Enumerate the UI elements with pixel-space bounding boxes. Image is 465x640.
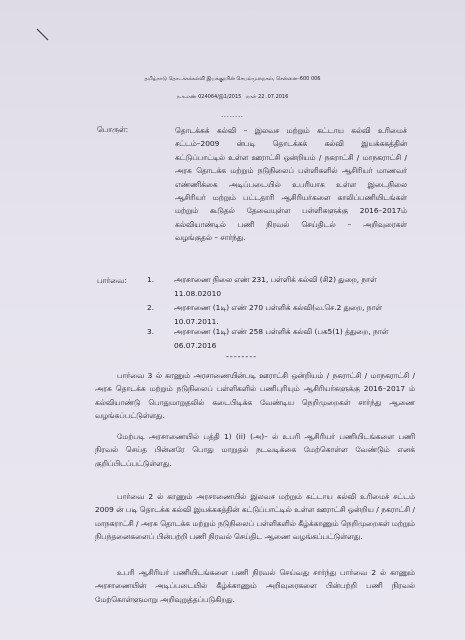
subject-label: பொருள்: — [97, 125, 129, 134]
date-label: நாள் — [246, 94, 257, 100]
pen-mark-icon — [36, 28, 50, 42]
reference-line — [0, 92, 465, 102]
body-paragraph: உபரி ஆசிரியர் பணியிடங்களை பணி நிரவல் செய்வது சார்ந்து பார்வை 2 ல் காணும் அரசாணையின் அடிப்படையில் கீழ்க்காணும் அறிவுரைகளை பின்பற்றி பணி நிரவல் மேற்கொள்ளுமாறு அறிவுறுத்தப்படுகிறது. — [95, 568, 415, 604]
subject-text: தொடக்கக் கல்வி – இலவச மற்றும் கட்டாய கல்வி உரிமைச் சட்டம்–2009 ன்படி தொடக்கக் கல்வி இயக்ககத்தின் கட்டுப்பாட்டில் உள்ள ஊராட்சி ஒன்றியம் / நகராட்சி / மாநகராட்சி / அரசு தொடக்க மற்றும் நடுநிலைப் பள்ளிகளில் ஆசிரியர் மாணவர் எண்ணிக்கை அடிப்படையில் உபரியாக உள்ள இடைநிலை ஆசிரியர் மற்றும் பட்டதாரி ஆசிரியர்களை காலிப்பணியிடங்கள் மற்றும் கூடுதல் தேவையுள்ள பள்ளிகளுக்கு 2016–2017ம் கல்வியாண்டில் பணி நிரவல் செய்திடல் – அறிவுரைகள் வழங்குதல் – சார்ந்து. — [175, 126, 407, 243]
document-page: தமிழ்நாடு தொடக்கக்கல்வி இயக்குநரின் செயல்முறைகள், சென்னை–600 006 ந.க.எண் 024064/இ1/2015 நாள் 22 .07.2016 -------- பொருள்: தொடக்கக் கல்வி – இலவச மற்றும் கட்டாய கல்வி உரிமைச் சட்டம்–2009 ன்படி தொடக்கக் கல்வி இயக்ககத்தின் கட்டுப்பாட்டில் உள்ள ஊராட்சி ஒன்றியம் / நகராட்சி / மாநகராட்சி / அரசு தொடக்க மற்றும் நடுநிலைப் பள்ளிகளில் ஆசிரியர் மாணவர் எண்ணிக்கை அடிப்படையில் உபரியாக உள்ள இடைநிலை ஆசிரியர் மற்றும் பட்டதாரி ஆசிரியர்களை காலிப்பணியிடங்கள் மற்றும் கூடுதல் தேவையுள்ள பள்ளிகளுக்கு 2016–2017ம் கல்வியாண்டில் பணி நிரவல் செய்திடல் – அறிவுரைகள் வழங்குதல் – சார்ந்து. பார்வை: 1. அரசாணை நிலை எண் 231, பள்ளிக் கல்வி (சி2) துறை, நாள் 11.08.02010 2. அரசாணை (1டி) எண் 270 பள்ளிக் கல்வி(வ.செ.2 துறை, நாள் 10.07.2011. 3. அரசாணை (1டி) எண் 258 பள்ளிக் கல்வி (பக5(1) த்துறை, நாள் 06.07.2016 -------- பார்வை 3 ல் காணும் அரசாணையின்படி ஊராட்சி ஒன்றியம் / நகராட்சி / மாநகராட்சி / அரசு தொடக்க மற்றும் நடுநிலைப் பள்ளிகளில் பணிபுரியும் ஆசிரியர்களுக்கு 2016–2017 ம் கல்வியாண்டு பொதுமாறுதலில் கடைபிடிக்க வேண்டிய நெறிமுறைகள் சார்ந்து ஆணை வழங்கப்பட்டுள்ளது. மேற்படி அரசாணையில் பத்தி 1) (ii) (அ)– ல் உபரி ஆசிரியர் பணியிடங்களை பணி நிரவல் செய்த பின்னரே பொது மாறுதல் நடவடிக்கை மேற்கொள்ள வேண்டும் எனக் குறிப்பிடப்பட்டுள்ளது. பார்வை 2 ல் காணும் அரசாணையில் இலவச மற்றும் கட்டாய கல்வி உரிமைச் சட்டம் 2009 ன் படி தொடக்க கல்வி இயக்ககத்தின் கட்டுப்பாட்டில் உள்ள ஊராட்சி ஒன்றிய / நகராட்சி / மாநகராட்சி / அரசு தொடக்க மற்றும் நடுநிலைப் பள்ளிகளில் கீழ்க்காணும் நெறிமுறைகள் மற்றும் நிபந்தனைகளைப் பின்பற்றி பணி நிரவல் செய்திட ஆணை வழங்கப்பட்டுள்ளது. உபரி ஆசிரியர் பணியிடங்களை பணி நிரவல் செய்வது சார்ந்து பார்வை 2 ல் காணும் அரசாணையின் அடிப்படையில் கீழ்க்காணும் அறிவுரைகளை பின்பற்றி பணி நிரவல் மேற்கொள்ளுமாறு அறிவுறுத்தப்படுகிறது. — [0, 0, 465, 640]
office-heading: தமிழ்நாடு தொடக்கக்கல்வி இயக்குநரின் செயல்முறைகள், சென்னை–600 006 — [144, 76, 321, 82]
body-paragraph: மேற்படி அரசாணையில் பத்தி 1) (ii) (அ)– ல் உபரி ஆசிரியர் பணியிடங்களை பணி நிரவல் செய்த பின்னரே பொது மாறுதல் நடவடிக்கை மேற்கொள்ள வேண்டும் எனக் குறிப்பிடப்பட்டுள்ளது. — [95, 432, 415, 468]
document-date: 22 .07.2016 — [258, 94, 289, 100]
references-separator: -------- — [226, 352, 258, 361]
reference-number: ந.க.எண் 024064/இ1/2015 — [176, 94, 242, 100]
body-paragraph: பார்வை 3 ல் காணும் அரசாணையின்படி ஊராட்சி ஒன்றியம் / நகராட்சி / மாநகராட்சி / அரசு தொடக்க மற்றும் நடுநிலைப் பள்ளிகளில் பணிபுரியும் ஆசிரியர்களுக்கு 2016–2017 ம் கல்வியாண்டு பொதுமாறுதலில் கடைபிடிக்க வேண்டிய நெறிமுறைகள் சார்ந்து ஆணை வழங்கப்பட்டுள்ளது. — [95, 371, 415, 421]
body-paragraph: பார்வை 2 ல் காணும் அரசாணையில் இலவச மற்றும் கட்டாய கல்வி உரிமைச் சட்டம் 2009 ன் படி தொடக்க கல்வி இயக்ககத்தின் கட்டுப்பாட்டில் உள்ள ஊராட்சி ஒன்றிய / நகராட்சி / மாநகராட்சி / அரசு தொடக்க மற்றும் நடுநிலைப் பள்ளிகளில் கீழ்க்காணும் நெறிமுறைகள் மற்றும் நிபந்தனைகளைப் பின்பற்றி பணி நிரவல் செய்திட ஆணை வழங்கப்பட்டுள்ளது. — [95, 492, 415, 542]
header-separator: -------- — [221, 114, 244, 120]
references-label: பார்வை: — [97, 276, 127, 285]
